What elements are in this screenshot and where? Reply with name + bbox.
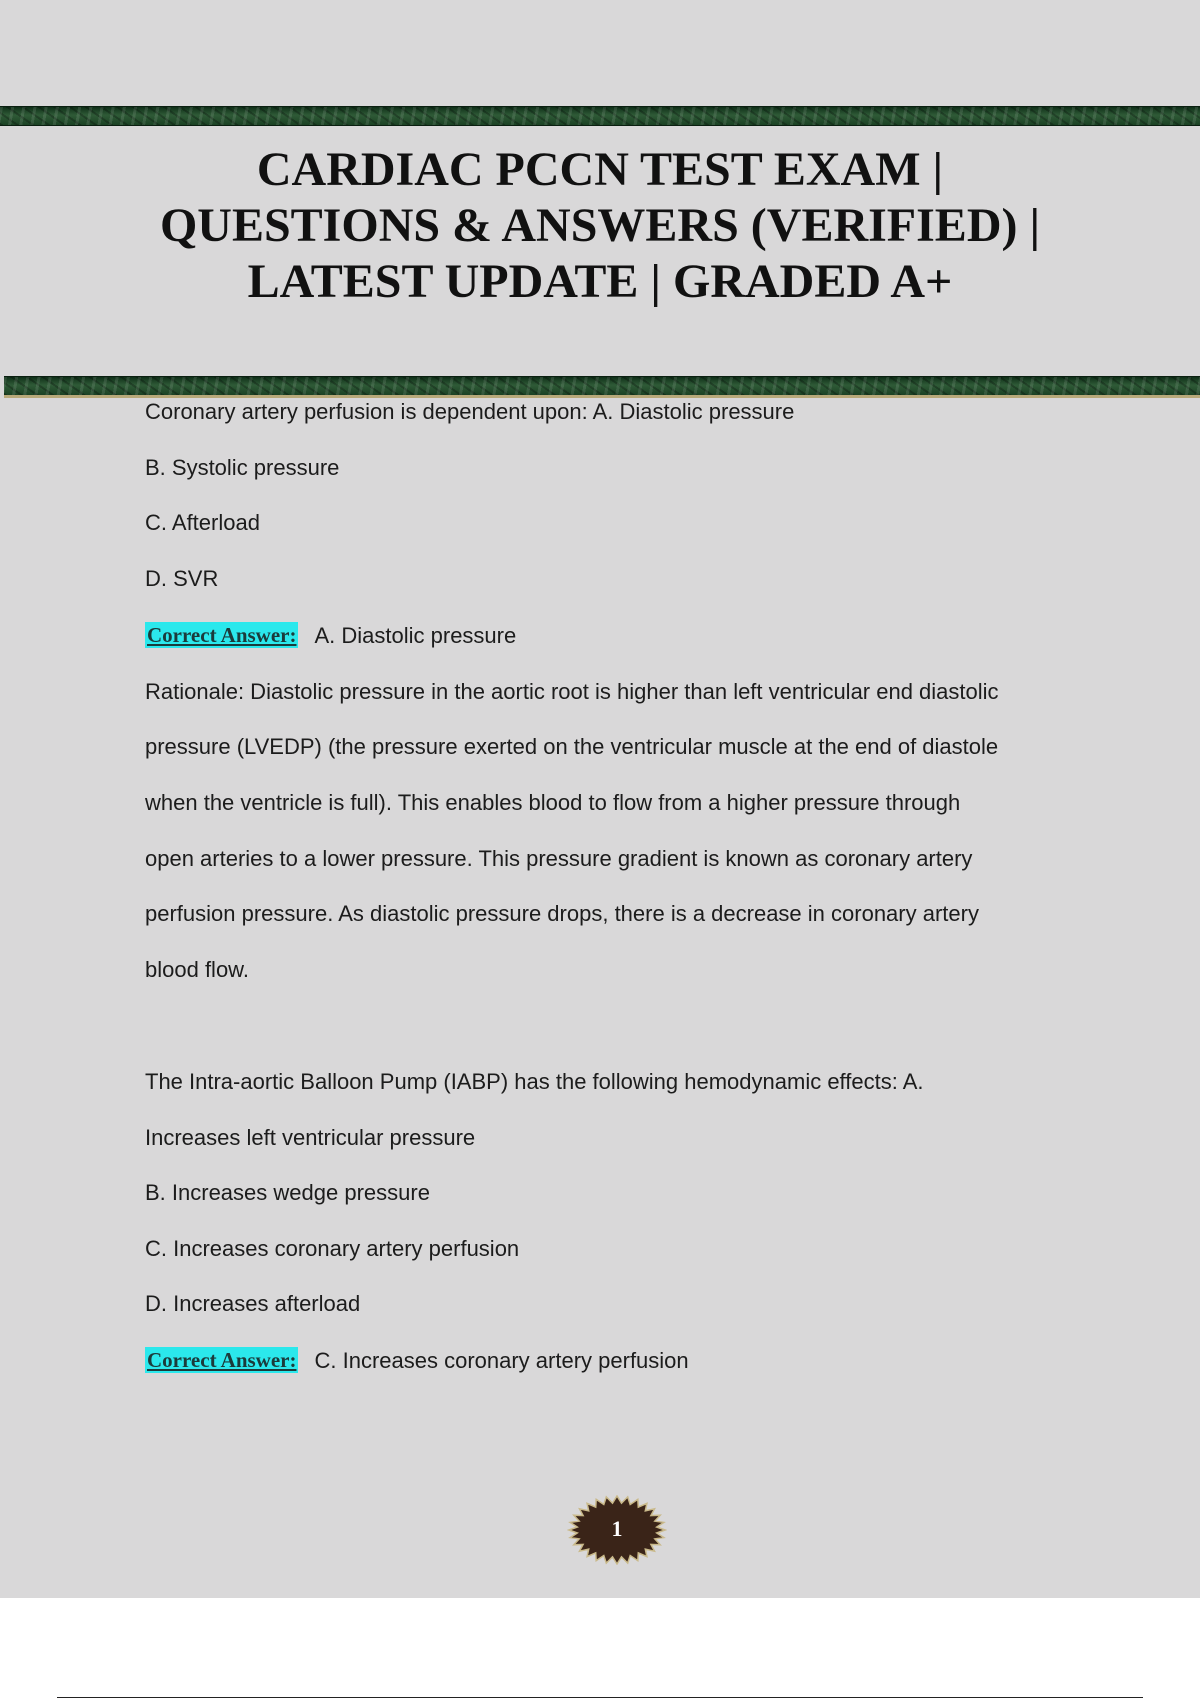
q1-rationale-line-2: pressure (LVEDP) (the pressure exerted on the ventricular muscle at the end of diastole: [145, 734, 999, 759]
q1-rationale-line-3: when the ventricle is full). This enables blood to flow from a higher pressure through: [145, 790, 961, 815]
q1-option-b: B. Systolic pressure: [145, 455, 340, 480]
q1-stem: Coronary artery perfusion is dependent upon: A. Diastolic pressure: [145, 399, 795, 424]
decorative-bottom-band: [4, 376, 1200, 398]
q1-option-d: D. SVR: [145, 566, 219, 591]
page-number: 1: [611, 1516, 623, 1541]
q2-stem-line-1: The Intra-aortic Balloon Pump (IABP) has the following hemodynamic effects: A.: [145, 1069, 924, 1094]
q2-answer-row: [145, 1347, 689, 1375]
q2-option-d: D. Increases afterload: [145, 1291, 361, 1316]
document-title: [60, 142, 1140, 310]
q2-option-b: B. Increases wedge pressure: [145, 1180, 430, 1205]
q1-correct-answer-label: Correct Answer:: [147, 623, 297, 647]
q1-answer-row: [145, 622, 516, 650]
page-number-badge: [567, 1495, 667, 1565]
q2-correct-answer: C. Increases coronary artery perfusion: [314, 1348, 689, 1373]
title-line-3: LATEST UPDATE | GRADED A+: [247, 255, 953, 308]
decorative-top-band: [0, 106, 1200, 126]
q1-correct-answer: A. Diastolic pressure: [314, 623, 517, 648]
q1-option-c: C. Afterload: [145, 510, 260, 535]
q2-option-c: C. Increases coronary artery perfusion: [145, 1236, 520, 1261]
title-line-2: QUESTIONS & ANSWERS (VERIFIED) |: [159, 199, 1041, 252]
q1-rationale-line-4: open arteries to a lower pressure. This pressure gradient is known as coronary artery: [145, 846, 973, 871]
q2-correct-answer-label: Correct Answer:: [147, 1348, 297, 1372]
q1-rationale-line-5: perfusion pressure. As diastolic pressure drops, there is a decrease in coronary artery: [145, 901, 979, 926]
q2-stem-line-2: Increases left ventricular pressure: [145, 1125, 476, 1150]
q1-rationale-line-6: blood flow.: [145, 957, 249, 982]
footer-rule: [57, 1697, 1143, 1698]
title-line-1: CARDIAC PCCN TEST EXAM |: [256, 143, 944, 196]
q1-rationale-line-1: Rationale: Diastolic pressure in the aortic root is higher than left ventricular end diastolic: [145, 679, 999, 704]
